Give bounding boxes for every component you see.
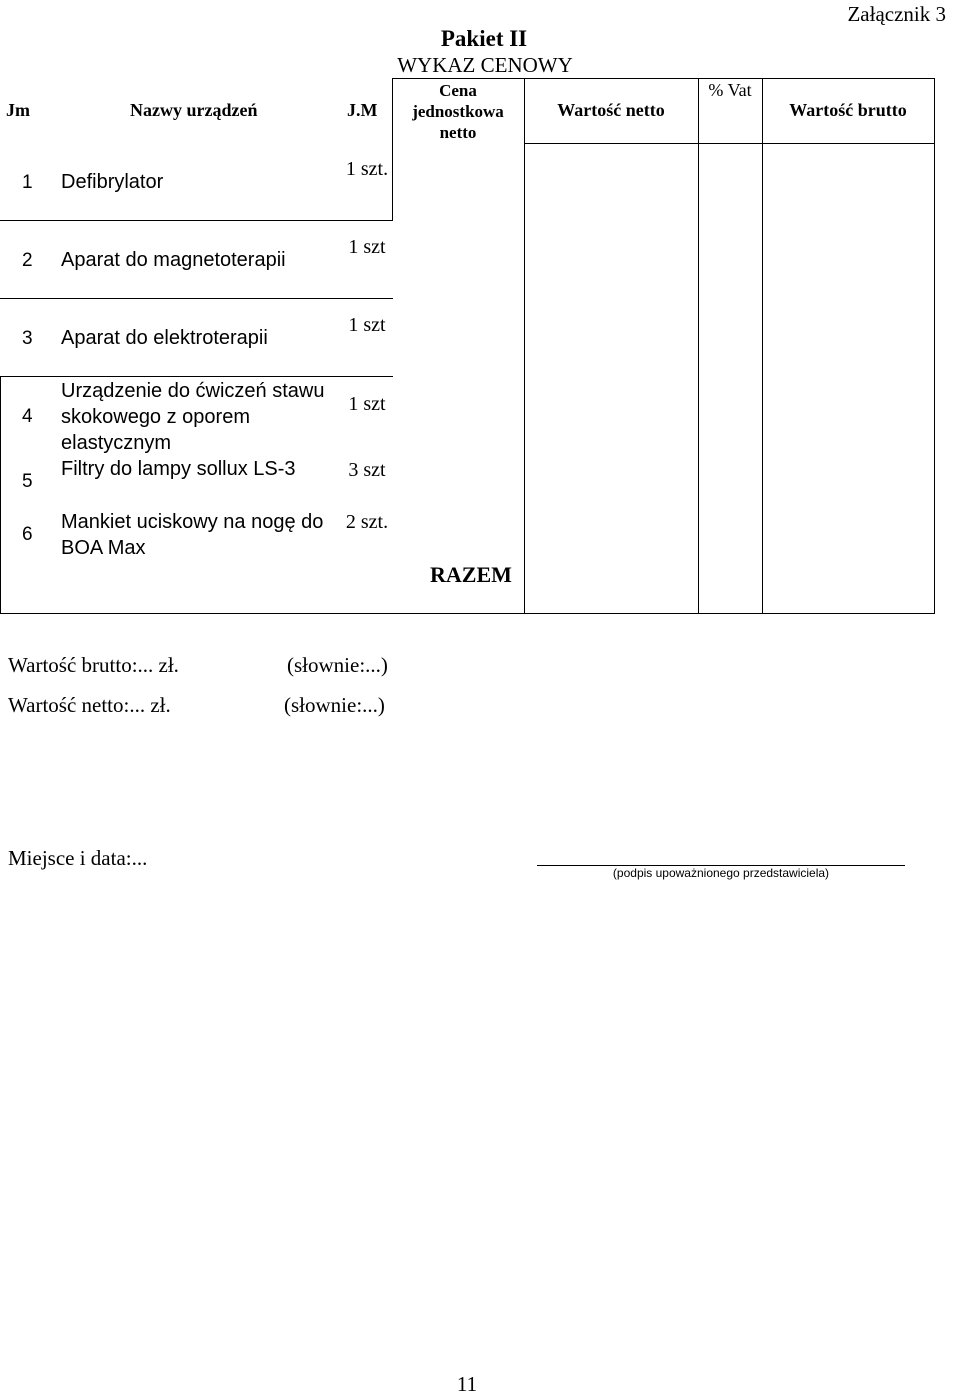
net-value-line: Wartość netto:... zł. — [8, 693, 171, 717]
row-name: Defibrylator — [61, 171, 164, 193]
total-label: RAZEM — [430, 562, 512, 587]
col-header-unit: J.M — [347, 100, 378, 120]
row-name: Aparat do elektroterapii — [61, 327, 268, 349]
row-qty: 3 szt — [348, 459, 386, 481]
row-number: 4 — [22, 406, 33, 427]
price-list-title: WYKAZ CENOWY — [397, 53, 573, 77]
row-number: 3 — [22, 328, 33, 349]
col-header-jm: Jm — [6, 100, 30, 120]
row-name: Urządzenie do ćwiczeń stawu skokowego z oporem elastycznym — [61, 380, 325, 454]
row-qty: 1 szt — [348, 314, 386, 336]
row-number: 2 — [22, 250, 33, 271]
row-name: Aparat do magnetoterapii — [61, 249, 286, 271]
page-number: 11 — [456, 1372, 478, 1396]
signature-caption: (podpis upoważnionego przedstawiciela) — [612, 866, 830, 880]
col-header-gross-value: Wartość brutto — [789, 100, 907, 120]
gross-value-words: (słownie:...) — [287, 653, 388, 677]
col-header-vat: % Vat — [708, 80, 752, 100]
row-number: 6 — [22, 524, 33, 545]
col-header-name: Nazwy urządzeń — [130, 100, 258, 120]
row-name: Filtry do lampy sollux LS-3 — [61, 458, 296, 480]
annex-label: Załącznik 3 — [847, 2, 946, 26]
place-date-field: Miejsce i data:... — [8, 846, 148, 870]
row-qty: 1 szt. — [345, 158, 389, 180]
net-value-words: (słownie:...) — [284, 693, 385, 717]
package-title: Pakiet II — [440, 26, 528, 51]
col-header-net-value: Wartość netto — [557, 100, 665, 120]
gross-value-line: Wartość brutto:... zł. — [8, 653, 179, 677]
row-number: 5 — [22, 471, 33, 492]
row-qty: 2 szt. — [345, 511, 389, 533]
row-qty: 1 szt — [348, 236, 386, 258]
row-name: Mankiet uciskowy na nogę do BOA Max — [61, 511, 324, 559]
row-qty: 1 szt — [348, 393, 386, 415]
col-header-unit-price: Cena jednostkowa netto — [412, 81, 504, 142]
row-number: 1 — [22, 172, 33, 193]
